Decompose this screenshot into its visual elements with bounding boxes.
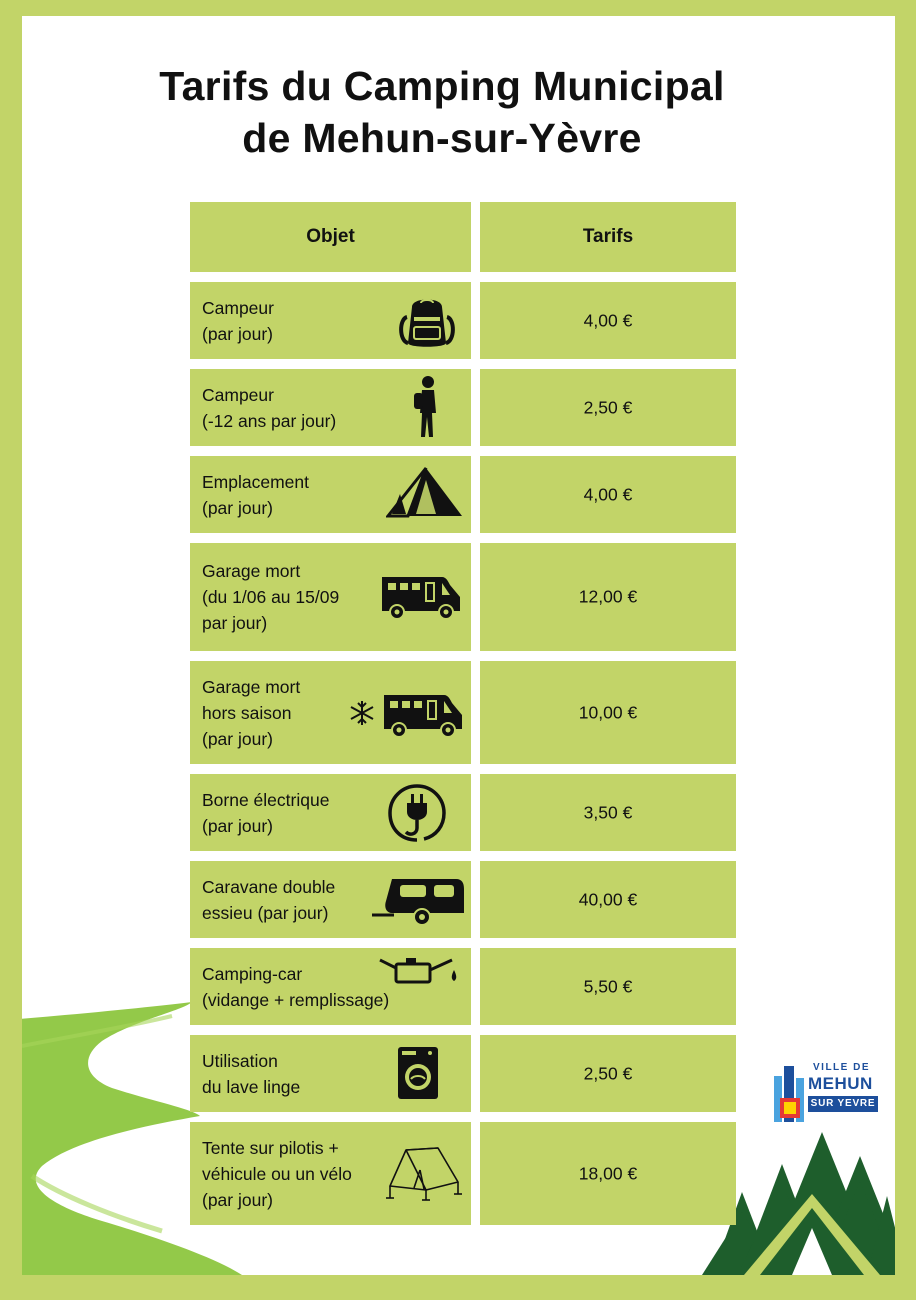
child-hiker-icon	[412, 373, 442, 443]
object-cell	[190, 1122, 471, 1225]
price-value: 18,00 €	[578, 1163, 638, 1183]
table-row	[190, 661, 738, 764]
camper-van-winter-icon	[346, 689, 466, 739]
table-row	[190, 1122, 738, 1225]
town-logo	[770, 1062, 880, 1126]
object-label: Tente sur pilotis + véhicule ou un vélo (par jour)	[202, 1137, 352, 1210]
price-cell	[480, 1035, 736, 1112]
table-header-row	[190, 202, 738, 272]
object-label: Emplacement (par jour)	[202, 471, 309, 518]
price-value: 2,50 €	[583, 397, 633, 417]
logo-top-text: VILLE DE	[813, 1062, 871, 1073]
object-label: Camping-car (vidange + remplissage)	[202, 963, 390, 1010]
object-label: Borne électrique (par jour)	[202, 789, 330, 836]
table-row	[190, 369, 738, 446]
price-cell	[480, 369, 736, 446]
table-row	[190, 861, 738, 938]
object-cell	[190, 774, 471, 851]
camper-van-icon	[380, 571, 464, 621]
price-cell	[480, 456, 736, 533]
object-cell	[190, 948, 471, 1025]
price-cell	[480, 948, 736, 1025]
price-cell	[480, 543, 736, 651]
page-title	[22, 60, 862, 164]
price-cell	[480, 774, 736, 851]
electric-plug-icon	[386, 782, 448, 844]
header-object-label: Objet	[306, 226, 355, 247]
title-line-1: Tarifs du Camping Municipal	[159, 63, 725, 109]
object-label: Campeur (par jour)	[202, 297, 274, 344]
price-value: 4,00 €	[583, 484, 633, 504]
price-value: 10,00 €	[578, 702, 638, 722]
object-cell	[190, 456, 471, 533]
price-value: 4,00 €	[583, 310, 633, 330]
price-cell	[480, 661, 736, 764]
logo-bottom-bar	[808, 1096, 878, 1112]
object-label: Garage mort hors saison (par jour)	[202, 676, 301, 749]
price-value: 5,50 €	[583, 976, 633, 996]
object-cell	[190, 282, 471, 359]
table-row	[190, 948, 738, 1025]
castle-emblem-icon	[770, 1062, 810, 1126]
object-cell	[190, 861, 471, 938]
price-cell	[480, 1122, 736, 1225]
price-value: 12,00 €	[578, 586, 638, 607]
header-price-label: Tarifs	[582, 226, 634, 247]
price-value: 40,00 €	[578, 889, 638, 909]
stilt-tent-icon	[386, 1144, 462, 1202]
object-cell	[190, 543, 471, 651]
price-cell	[480, 861, 736, 938]
header-cell-object	[190, 202, 471, 272]
price-cell	[480, 282, 736, 359]
table-row	[190, 774, 738, 851]
title-line-2: de Mehun-sur-Yèvre	[242, 115, 642, 161]
backpack-icon	[397, 293, 457, 351]
price-value: 2,50 €	[583, 1063, 633, 1083]
price-value: 3,50 €	[583, 802, 633, 822]
object-cell	[190, 661, 471, 764]
object-cell	[190, 1035, 471, 1112]
table-row	[190, 282, 738, 359]
header-cell-price	[480, 202, 736, 272]
table-row	[190, 456, 738, 533]
logo-bottom-text: SUR YEVRE	[810, 1098, 876, 1109]
tent-icon	[386, 466, 464, 520]
price-sheet	[22, 16, 895, 1275]
caravan-icon	[372, 871, 466, 931]
object-label: Caravane double essieu (par jour)	[202, 876, 336, 923]
table-row	[190, 543, 738, 651]
oil-can-icon	[378, 952, 460, 992]
table-row	[190, 1035, 738, 1112]
object-label: Garage mort (du 1/06 au 15/09 par jour)	[202, 561, 340, 633]
object-label: Campeur (-12 ans par jour)	[202, 384, 337, 431]
object-cell	[190, 369, 471, 446]
washing-machine-icon	[396, 1045, 440, 1101]
object-label: Utilisation du lave linge	[202, 1050, 301, 1097]
logo-main-text: MEHUN	[808, 1074, 873, 1093]
